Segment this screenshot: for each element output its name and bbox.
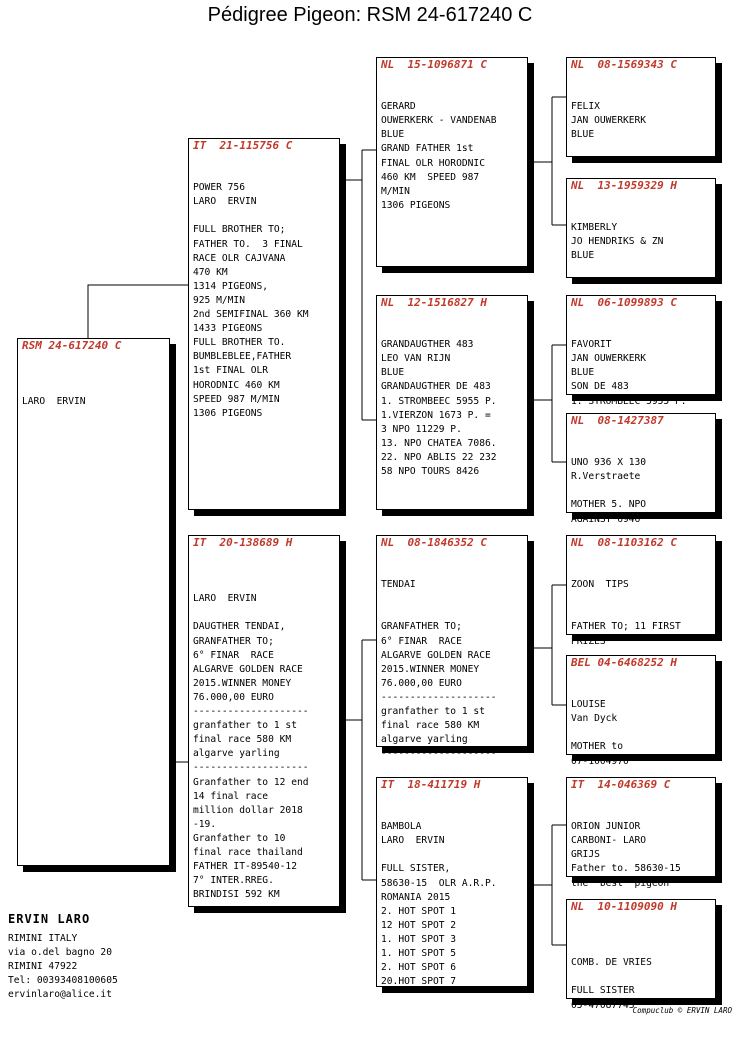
pigeon-details: KIMBERLY JO HENDRIKS & ZN BLUE (571, 222, 664, 262)
great-grandparent-card-4[interactable] (566, 413, 716, 525)
main-pigeon-card[interactable] (17, 338, 170, 866)
maternal-grandfather-card[interactable] (376, 535, 528, 760)
great-grandparent-card-2[interactable] (566, 178, 716, 278)
pigeon-details: LOUISE Van Dyck MOTHER to 07-1004970 (571, 699, 629, 767)
father-card[interactable] (188, 138, 340, 510)
maternal-grandmother-card[interactable] (376, 777, 528, 987)
breeder-postcode: RIMINI 47922 (8, 961, 78, 972)
ring-number: IT 20-138689 H (193, 536, 293, 549)
great-grandparent-card-7[interactable] (566, 777, 716, 889)
paternal-grandfather-card[interactable] (376, 57, 528, 267)
ring-number: NL 13-1959329 H (571, 179, 677, 192)
pigeon-details: FAVORIT JAN OUWERKERK BLUE SON DE 483 1. STROMBEEC 5955 P. (571, 339, 687, 407)
pigeon-details: TENDAI GRANFATHER TO; 6° FINAR RACE ALGARVE GOLDEN RACE 2015.WINNER MONEY 76.000,00 EURO -------------------- granfather to 1 st final race 580 KM algarve yarling -------------------- (381, 579, 497, 760)
great-grandparent-card-3[interactable] (566, 295, 716, 407)
page-title: Pédigree Pigeon: RSM 24-617240 C (207, 4, 533, 26)
ring-number: NL 15-1096871 C (381, 58, 487, 71)
breeder-city: RIMINI ITALY (8, 933, 78, 944)
pigeon-details: GRANDAUGTHER 483 LEO VAN RIJN BLUE GRANDAUGTHER DE 483 1. STROMBEEC 5955 P. 1.VIERZON 1673 P. = 3 NPO 11229 P. 13. NPO CHATEA 7086. 22. NPO ABLIS 22 232 58 NPO TOURS 8426 (381, 339, 497, 478)
breeder-name: ERVIN LARO (8, 912, 91, 926)
ring-number: BEL 04-6468252 H (571, 656, 677, 669)
ring-number: RSM 24-617240 C (22, 339, 122, 352)
pigeon-details: LARO ERVIN DAUGTHER TENDAI, GRANFATHER TO; 6° FINAR RACE ALGARVE GOLDEN RACE 2015.WINNER MONEY 76.000,00 EURO -------------------- granfather to 1 st final race 580 KM algarve yarling -------------------- Granfather to 12 end 14 final race million dollar 2018 -19. Granfather to 10 final race thailand FATHER IT-89540-12 7° INTER.RREG. BRINDISI 592 KM (193, 593, 309, 901)
great-grandparent-card-8[interactable] (566, 899, 716, 1011)
paternal-grandmother-card[interactable] (376, 295, 528, 510)
breeder-phone: Tel: 00393408100605 (8, 975, 118, 986)
ring-number: NL 06-1099893 C (571, 296, 677, 309)
ring-number: NL 08-1427387 (571, 414, 664, 427)
breeder-info (8, 912, 118, 1002)
breeder-email[interactable]: ervinlaro@alice.it (8, 989, 112, 1000)
pigeon-details: LARO ERVIN (22, 396, 86, 408)
ring-number: NL 08-1569343 C (571, 58, 677, 71)
breeder-street: via o.del bagno 20 (8, 947, 112, 958)
ring-number: NL 08-1846352 C (381, 536, 487, 549)
ring-number: IT 21-115756 C (193, 139, 293, 152)
pigeon-details: BAMBOLA LARO ERVIN FULL SISTER, 58630-15 OLR A.R.P. ROMANIA 2015 2. HOT SPOT 1 12 HOT SPOT 2 1. HOT SPOT 3 1. HOT SPOT 5 2. HOT SPOT 6 20.HOT SPOT 7 (381, 821, 497, 988)
pigeon-details: GERARD OUWERKERK - VANDENAB BLUE GRAND FATHER 1st FINAL OLR HORODNIC 460 KM SPEED 987 M/MIN 1306 PIGEONS (381, 101, 497, 211)
footer-credit: Compuclub © ERVIN LARO (632, 1006, 732, 1015)
great-grandparent-card-6[interactable] (566, 655, 716, 767)
pigeon-details: POWER 756 LARO ERVIN FULL BROTHER TO; FATHER TO. 3 FINAL RACE OLR CAJVANA 470 KM 1314 PIGEONS, 925 M/MIN 2nd SEMIFINAL 360 KM 1433 PIGEONS FULL BROTHER TO. BUMBLEBLEE,FATHER 1st FINAL OLR HORODNIC 460 KM SPEED 987 M/MIN 1306 PIGEONS (193, 182, 309, 419)
ring-number: NL 12-1516827 H (381, 296, 487, 309)
pigeon-details: FELIX JAN OUWERKERK BLUE (571, 101, 647, 141)
pigeon-details: ORION JUNIOR CARBONI- LARO GRIJS Father to. 58630-15 the best pigeon (571, 821, 681, 889)
pigeon-details: COMB. DE VRIES FULL SISTER 05-47087743 (571, 957, 652, 1011)
pigeon-details: UNO 936 X 130 R.Verstraete MOTHER 5. NPO AGAINST 6946 (571, 457, 647, 525)
mother-card[interactable] (188, 535, 340, 907)
pigeon-details: ZOON TIPS FATHER TO; 11 FIRST PRIZES (571, 579, 681, 647)
ring-number: IT 18-411719 H (381, 778, 481, 791)
ring-number: NL 08-1103162 C (571, 536, 677, 549)
ring-number: NL 10-1109090 H (571, 900, 677, 913)
great-grandparent-card-1[interactable] (566, 57, 716, 157)
great-grandparent-card-5[interactable] (566, 535, 716, 647)
ring-number: IT 14-046369 C (571, 778, 671, 791)
